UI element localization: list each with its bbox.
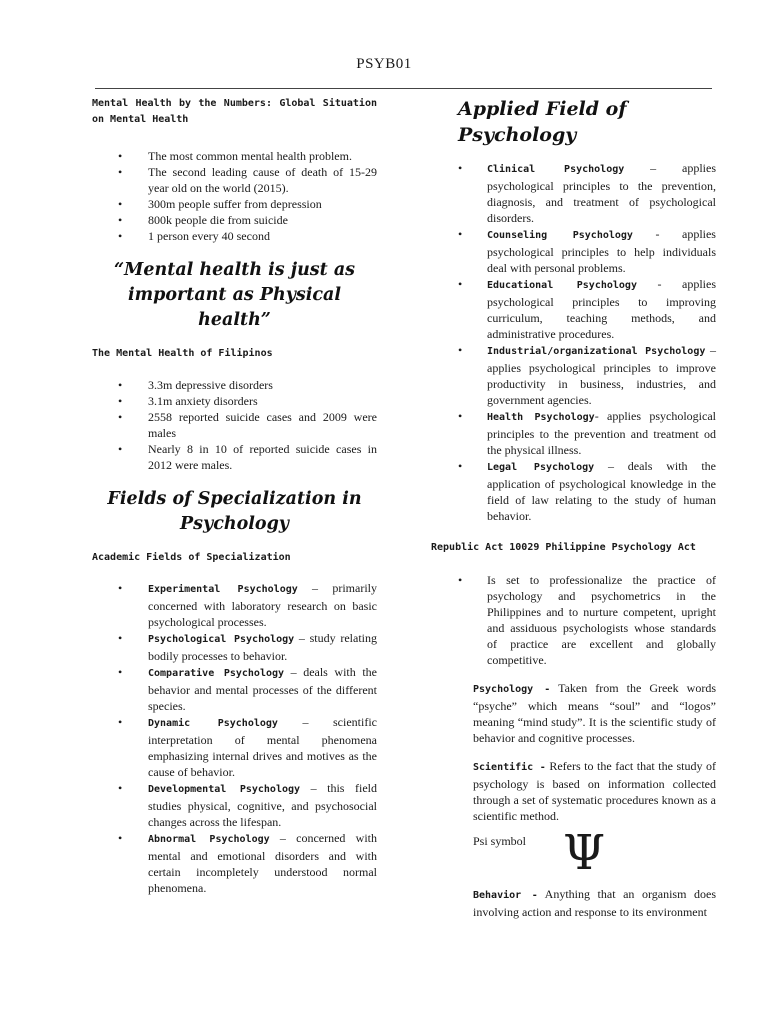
list-item [92,780,377,830]
quote-line: “Mental health is just as [113,260,356,280]
quote-line: health” [198,310,271,330]
scientific-definition [431,758,716,824]
item-term: Experimental Psychology [148,584,298,595]
list-item [92,830,377,896]
item-term: Comparative Psychology [148,668,285,679]
fields-title [92,487,377,537]
item-desc: – applies psychological principles to improve productivity in business, industries, and government agencies. [487,343,716,407]
item-desc: - applies psychological principles to the prevention and treatment od the physical illness. [487,409,716,457]
list-item [92,580,377,630]
psi-label: Psi symbol [473,834,527,848]
definition-desc: Refers to the fact that the study of psychology is based on information collected through a set of systematic procedures known as a scientific method. [473,759,716,823]
psi-icon: Ψ [563,825,606,881]
applied-title: Applied Field of Psychology [458,98,627,146]
right-column [431,96,716,920]
list-item [92,630,377,664]
item-term: Developmental Psychology [148,784,301,795]
item-desc: – scientific interpretation of mental phenomena emphasizing internal drives and motives as the cause of behavior. [148,715,377,779]
list-item [431,458,716,524]
behavior-definition [431,886,716,920]
list-item: • 3.1m anxiety disorders [92,393,377,409]
definition-desc: Taken from the Greek words “psyche” which means “soul” and “logos” meaning “mind study”. It is the scientific study of behavior and cognitive processes. [473,681,716,745]
item-term: Counseling Psychology [487,230,633,241]
item-term: Educational Psychology [487,280,637,291]
list-item: • Is set to professionalize the practice of psychology and psychometrics in the Philippines and to nurture competent, upright and assiduous psychologists whose standards of practice are excellent and globally competitive. [431,572,716,668]
mental-health-list [92,148,377,244]
quote-line: important as Physical [127,285,342,305]
fields-title-line: Fields of Specialization in [107,489,362,509]
list-item: • Nearly 8 in 10 of reported suicide cases in 2012 were males. [92,441,377,473]
page-header-title: PSYB01 [356,56,412,72]
item-term: Dynamic Psychology [148,718,278,729]
item-term: Clinical Psychology [487,164,625,175]
list-item [431,276,716,342]
list-item: • The second leading cause of death of 15-29 year old on the world (2015). [92,164,377,196]
list-item [431,160,716,226]
list-item: • 3.3m depressive disorders [92,377,377,393]
item-desc: – deals with the application of psychological knowledge in the field of law relating to the study of human behavior. [487,459,717,523]
definition-term: Psychology - [473,684,551,695]
list-item [431,342,716,408]
definition-term: Behavior - [473,890,538,901]
item-desc: - applies psychological principles to help individuals deal with personal problems. [487,227,716,275]
academic-title: Academic Fields of Specialization [92,552,291,563]
mental-health-title: Mental Health by the Numbers: Global Situation on Mental Health [92,98,377,125]
psychology-definition [431,680,716,746]
filipinos-title: The Mental Health of Filipinos [92,348,273,359]
list-item [92,664,377,714]
list-item: • 300m people suffer from depression [92,196,377,212]
list-item [431,408,716,458]
item-desc: – deals with the behavior and mental processes of the different species. [148,665,377,713]
quote [92,258,377,333]
list-item: • 1 person every 40 second [92,228,377,244]
fields-title-line: Psychology [180,514,289,534]
definition-desc: Anything that an organism does involving action and response to its environment [473,887,716,919]
item-desc: - applies psychological principles to improving curriculum, teaching methods, and administrative procedures. [487,277,716,341]
psi-symbol-row [431,825,716,884]
item-term: Industrial/organizational Psychology [487,346,706,357]
list-item [431,226,716,276]
academic-list [92,580,377,896]
item-desc: – concerned with mental and emotional disorders and with certain incompletely understood normal phenomena. [148,831,378,895]
item-term: Abnormal Psychology [148,834,270,845]
item-desc: – study relating bodily processes to behavior. [148,631,377,663]
list-item: • 2558 reported suicide cases and 2009 were males [92,409,377,441]
applied-list [431,160,716,524]
filipinos-list [92,377,377,473]
list-item [92,714,377,780]
item-desc: – primarily concerned with laboratory research on basic psychological processes. [148,581,377,629]
definition-term: Scientific - [473,762,546,773]
item-term: Health Psychology [487,412,595,423]
item-desc: – applies psychological principles to the prevention, diagnosis, and treatment of psychological disorders. [487,161,716,225]
republic-act-list [431,572,716,668]
list-item: • 800k people die from suicide [92,212,377,228]
left-column [92,96,377,896]
republic-act-title: Republic Act 10029 Philippine Psychology Act [431,542,696,553]
item-term: Psychological Psychology [148,634,295,645]
item-desc: – this field studies physical, cognitive, and psychosocial changes across the lifespan. [148,781,378,829]
header-divider [95,88,712,89]
item-term: Legal Psychology [487,462,595,473]
list-item: • The most common mental health problem. [92,148,377,164]
